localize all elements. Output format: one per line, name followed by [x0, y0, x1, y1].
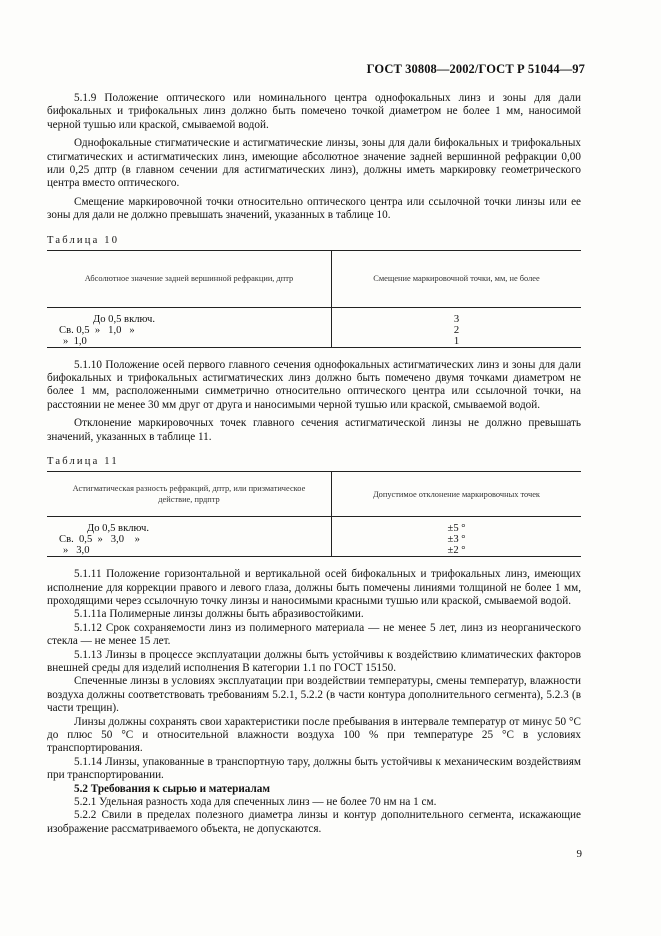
paragraph-geometric-center: Однофокальные стигматические и астигматические линзы, зоны для дали бифокальных и трифокальных стигматических и астигматических линз, имеющие абсолютное значение задней вершинной рефракции 0,00 или 0,25 дптр (в главном сечении для астигматических линз), должны иметь маркировку геометрического центра вместо оптического. [47, 137, 581, 190]
document-header: ГОСТ 30808—2002/ГОСТ Р 51044—97 [366, 62, 585, 76]
paragraph-deviation-limit: Отклонение маркировочных точек главного сечения астигматической линзы не должно превышать значений, указанных в таблице 11. [47, 417, 581, 443]
table-row-left: Св. 0,5 » 3,0 » [59, 534, 140, 546]
table-10-col1-header: Абсолютное значение задней вершинной рефракции, дптр [47, 250, 332, 307]
paragraph-5-1-13: 5.1.13 Линзы в процессе эксплуатации должны быть устойчивы к воздействию климатических факторов внешней среды для изделий исполнения В категории 1.1 по ГОСТ 15150. [47, 648, 581, 674]
paragraph-5-1-11: 5.1.11 Положение горизонтальной и вертикальной осей бифокальных и трифокальных линз, имеющих исполнение для коррекции правого и левого глаза, должны быть помечены линиями толщиной не более 1 мм, проходящими через ссылочную точку линзы и наносимыми красными тушью или краской, смываемой водой. [47, 568, 581, 607]
table-11-right-cell [332, 517, 582, 557]
paragraph-5-1-9: 5.1.9 Положение оптического или номинального центра однофокальных линз и зоны для дали бифокальных и трифокальных линз должно быть помечено точкой диаметром не более 1 мм, наносимой черной тушью или краской, смываемой водой. [47, 92, 581, 131]
table-10-left-cell [47, 307, 332, 347]
table-10 [47, 250, 581, 348]
table-row-right: 3 [453, 313, 460, 325]
table-row-right: 2 [453, 324, 460, 336]
table-row-left: До 0,5 включ. [93, 313, 155, 325]
paragraph-5-1-11a: 5.1.11а Полимерные линзы должны быть абразивостойкими. [74, 608, 364, 621]
paragraph-temperature-range: Линзы должны сохранять свои характеристики после пребывания в интервале температур от минус 50 °С до плюс 50 °С и относительной влажности воздуха 100 % при температуре 25 °С в условиях транспортирования. [47, 715, 581, 755]
table-row-right: ±3 ° [447, 534, 466, 546]
table-row-right: ±5 ° [447, 523, 466, 535]
page-number: 9 [576, 848, 582, 860]
table-10-col2-header: Смещение маркировочной точки, мм, не более [332, 250, 582, 307]
table-10-right-cell [332, 307, 582, 347]
paragraph-5-1-10: 5.1.10 Положение осей первого главного сечения однофокальных астигматических линз и зоны для дали бифокальных и трифокальных астигматических линз должно быть помечено двумя точками диаметром не более 1 мм, расположенными симметрично относительно оптического центра или ссылочной точки, на расстоянии не менее 30 мм друг от друга и наносимыми черной тушью или краской, смываемой водой. [47, 358, 581, 411]
table-row-right: ±2 ° [447, 545, 466, 557]
paragraph-5-2-2: 5.2.2 Свили в пределах полезного диаметра линзы и контур дополнительного сегмента, искажающие изображение рассматриваемого объекта, не допускаются. [47, 809, 581, 835]
paragraph-5-1-14: 5.1.14 Линзы, упакованные в транспортную тару, должны быть устойчивы к механическим воздействиям при транспортировании. [47, 755, 581, 782]
paragraph-5-1-12: 5.1.12 Срок сохраняемости линз из полимерного материала — не менее 5 лет, линз из неорганического стекла — не менее 15 лет. [47, 621, 581, 648]
table-row-left: До 0,5 включ. [87, 523, 149, 535]
table-row-left: » 3,0 [63, 545, 90, 557]
paragraph-offset-limit: Смещение маркировочной точки относительно оптического центра или ссылочной точки линзы или ее зоны для дали не должно превышать значений, указанных в таблице 10. [47, 195, 581, 222]
table-10-caption: Таблица 10 [47, 234, 120, 246]
table-11-caption: Таблица 11 [47, 456, 119, 468]
table-11 [47, 471, 581, 557]
table-row-left: Св. 0,5 » 1,0 » [59, 324, 135, 336]
paragraph-5-2-1: 5.2.1 Удельная разность хода для спеченных линз — не более 70 нм на 1 см. [74, 796, 437, 808]
paragraph-sintered-lenses: Спеченные линзы в условиях эксплуатации при воздействии температуры, смены температур, влажности воздуха должны соответствовать требованиям 5.2.1, 5.2.2 (в части контура дополнительного сегмента), 5.2.3 (в части трещин). [47, 675, 581, 715]
page-body [47, 92, 581, 836]
table-11-col1-header: Астигматическая разность рефракций, дптр, или призматическое действие, прдптр [47, 472, 332, 517]
table-row-right: 1 [453, 335, 460, 347]
table-11-col2-header: Допустимое отклонение маркировочных точек [332, 472, 582, 517]
table-11-left-cell [47, 517, 332, 557]
section-heading-5-2: 5.2 Требования к сырью и материалам [74, 782, 270, 795]
table-row-left: » 1,0 [63, 335, 87, 347]
